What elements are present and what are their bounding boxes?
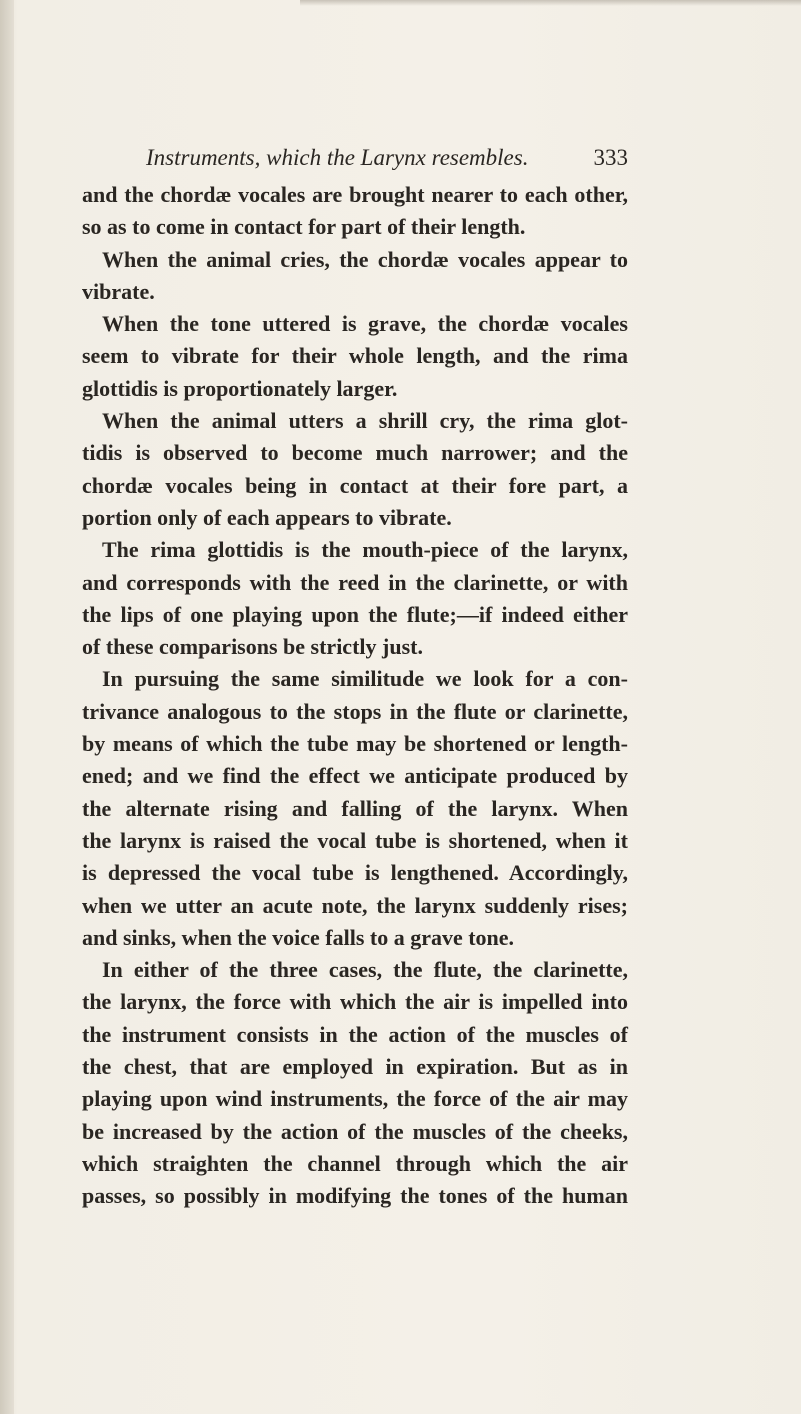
text-line: seem to vibrate for their whole length, and the rima	[82, 343, 628, 369]
text-line: the lips of one playing upon the flute;—if indeed either	[82, 601, 628, 627]
text-line: chordæ vocales being in contact at their fore part, a	[82, 472, 628, 498]
running-head	[146, 142, 528, 174]
text-line: glottidis is proportionately larger.	[82, 375, 398, 401]
text-line: when we utter an acute note, the larynx suddenly rises;	[82, 892, 628, 918]
text-line: In pursuing the same similitude we look for a con-	[102, 666, 628, 692]
text-line: the chest, that are employed in expiration. But as in	[82, 1054, 628, 1080]
text-line: which straighten the channel through which the air	[82, 1150, 628, 1176]
text-line: When the animal cries, the chordæ vocales appear to	[102, 246, 628, 272]
text-line: ened; and we find the effect we anticipate produced by	[82, 763, 628, 789]
text-line: vibrate.	[82, 278, 155, 304]
text-line: the instrument consists in the action of the muscles of	[82, 1021, 628, 1047]
text-line: playing upon wind instruments, the force of the air may	[82, 1086, 628, 1112]
text-line: In either of the three cases, the flute, the clarinette,	[102, 957, 628, 983]
text-line: and the chordæ vocales are brought nearer to each other,	[82, 182, 628, 207]
text-line: The rima glottidis is the mouth-piece of the larynx,	[102, 537, 628, 563]
running-head-part: resembles.	[425, 145, 529, 170]
text-line: by means of which the tube may be shortened or length-	[82, 731, 628, 757]
text-line: and corresponds with the reed in the clarinette, or with	[82, 569, 628, 595]
running-head-part: Larynx	[360, 145, 426, 170]
text-line: and sinks, when the voice falls to a grave tone.	[82, 924, 515, 950]
page-top-edge	[300, 0, 801, 6]
page-number: 333	[593, 145, 628, 170]
text-line: the larynx is raised the vocal tube is shortened, when it	[82, 827, 628, 853]
text-line: of these comparisons be strictly just.	[82, 634, 423, 660]
text-line: is depressed the vocal tube is lengthened. Accordingly,	[82, 860, 628, 886]
running-head-part: Instruments,	[146, 145, 267, 170]
text-line: the alternate rising and falling of the larynx. When	[82, 795, 628, 821]
page-header	[146, 142, 628, 174]
text-line: passes, so possibly in modifying the tones of the human	[82, 1183, 628, 1209]
text-line: so as to come in contact for part of their length.	[82, 214, 526, 240]
running-head-part: which the	[266, 145, 361, 170]
gutter-shadow	[0, 0, 14, 1414]
text-line: When the animal utters a shrill cry, the rima glot-	[102, 408, 628, 434]
text-line: tidis is observed to become much narrower; and the	[82, 440, 628, 466]
text-line: When the tone uttered is grave, the chordæ vocales	[102, 311, 628, 337]
text-line: be increased by the action of the muscles of the cheeks,	[82, 1118, 628, 1144]
text-line: the larynx, the force with which the air is impelled into	[82, 989, 628, 1015]
body-text	[82, 179, 628, 1213]
text-line: portion only of each appears to vibrate.	[82, 504, 452, 530]
text-line: trivance analogous to the stops in the flute or clarinette,	[82, 698, 628, 724]
